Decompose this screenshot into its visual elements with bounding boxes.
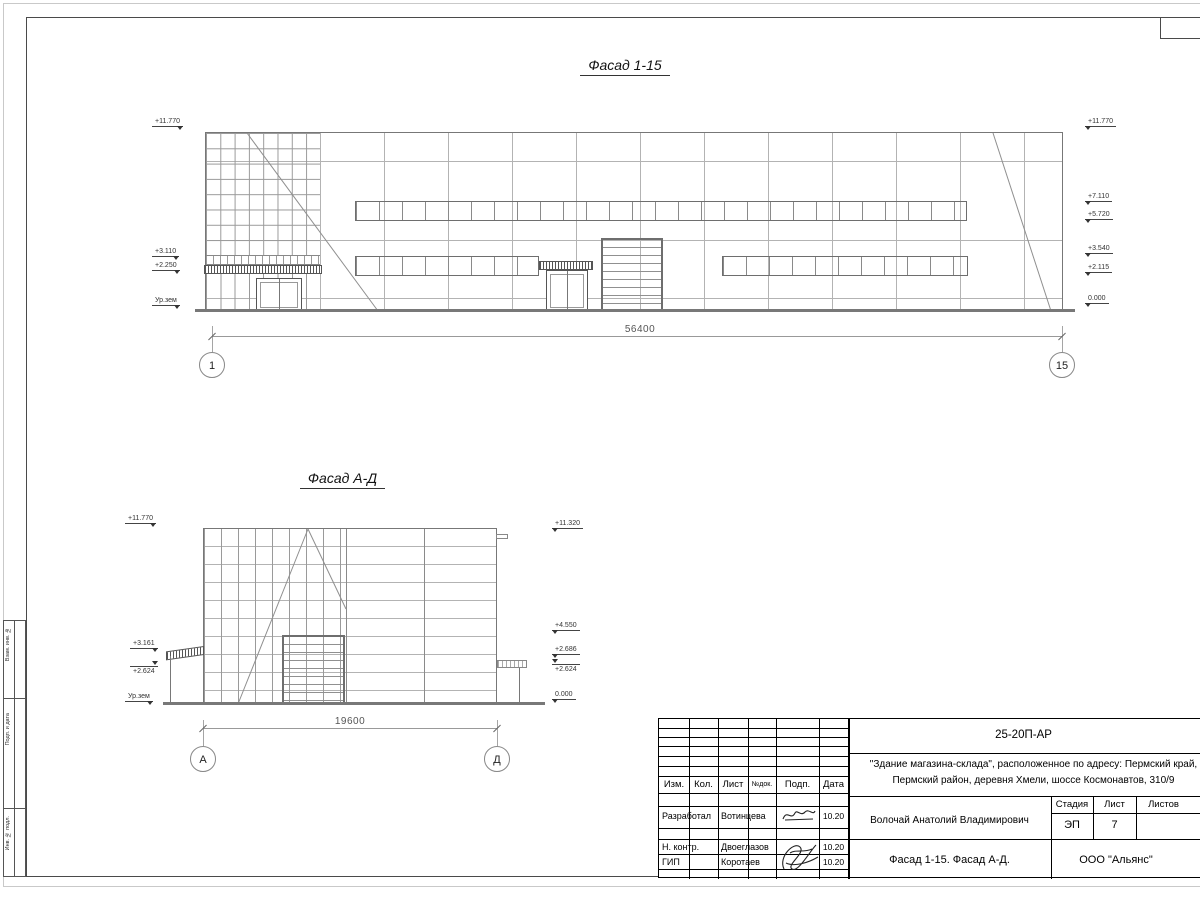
format-box: [1160, 17, 1200, 39]
signer-role: Разработал: [662, 811, 711, 821]
sheet-label: Лист: [1104, 799, 1125, 810]
elevation-triangle-icon: [552, 659, 558, 663]
elevation-triangle-icon: [1085, 272, 1091, 276]
signer-date: 10.20: [822, 811, 845, 821]
doc-code: 25-20П-АР: [995, 729, 1052, 741]
facade-1-15-view: [205, 132, 1063, 310]
elevation-mark: 0.000: [552, 691, 576, 700]
sheets-label: Листов: [1148, 799, 1179, 810]
elevation-triangle-icon: [1085, 303, 1091, 307]
axis-circle-1: 1: [199, 352, 225, 378]
elevation-mark: +5.720: [1085, 211, 1113, 220]
elevation-triangle-icon: [552, 654, 558, 658]
elevation-mark: +11.320: [552, 520, 583, 529]
col-list: Лист: [722, 779, 744, 790]
signature: [781, 807, 817, 823]
dimension-value: 19600: [334, 716, 366, 727]
signer-date: 10.20: [822, 857, 845, 867]
author-name: Волочай Анатолий Владимирович: [870, 815, 1029, 826]
signature: [778, 837, 820, 873]
elevation-mark: +2.686: [552, 646, 580, 655]
signer-role: ГИП: [662, 857, 680, 867]
col-data: Дата: [822, 779, 845, 790]
elevation-triangle-icon: [150, 523, 156, 527]
side-canopy-right: [497, 660, 527, 668]
side-stamp-label: Инв. № подл.: [5, 816, 11, 851]
col-kol: Кол.: [694, 779, 713, 790]
stage-value: ЭП: [1064, 819, 1080, 831]
elevation-triangle-icon: [552, 699, 558, 703]
elevation-mark: +3.540: [1085, 245, 1113, 254]
stage-label: Стадия: [1055, 799, 1089, 810]
signer-name: Двоеглазов: [721, 842, 769, 852]
elevation-mark: +2.624: [552, 664, 580, 673]
side-stamp-label: Взам. инв. №: [5, 627, 11, 662]
elevation-triangle-icon: [1085, 219, 1091, 223]
side-stamp: [3, 620, 26, 877]
facade-1-15-title: Фасад 1-15: [545, 57, 705, 73]
signer-name: Вотинцева: [721, 811, 766, 821]
elevation-triangle-icon: [1085, 126, 1091, 130]
elevation-triangle-icon: [552, 630, 558, 634]
col-izm: Изм.: [663, 779, 685, 790]
elevation-mark: 0.000: [1085, 295, 1109, 304]
elevation-mark: +2.250: [152, 262, 180, 271]
object-address-line2: Пермский район, деревня Хмели, шоссе Космонавтов, 310/9: [892, 775, 1175, 786]
object-address-line1: "Здание магазина-склада", расположенное по адресу: Пермский край,: [869, 759, 1198, 770]
axis-circle-a: А: [190, 746, 216, 772]
sheet-value: 7: [1111, 819, 1118, 831]
elevation-triangle-icon: [152, 648, 158, 652]
axis-circle-d: Д: [484, 746, 510, 772]
ground-line: [195, 309, 1075, 312]
elevation-mark: +11.770: [152, 118, 183, 127]
title-block: [658, 718, 1200, 878]
dimension-line: [212, 336, 1062, 337]
col-ndok: №док.: [751, 781, 773, 788]
elevation-mark: +2.624: [130, 666, 158, 675]
sheet-name: Фасад 1-15. Фасад А-Д.: [889, 854, 1010, 866]
elevation-triangle-icon: [1085, 253, 1091, 257]
elevation-triangle-icon: [177, 126, 183, 130]
facade-a-d-title: Фасад А-Д: [265, 470, 420, 486]
elevation-mark: +2.115: [1085, 264, 1112, 273]
dimension-value: 56400: [624, 324, 656, 335]
elevation-mark: Ур.зем: [152, 297, 180, 306]
signer-date: 10.20: [822, 842, 845, 852]
company-name: ООО "Альянс": [1079, 854, 1153, 866]
dimension-line: [203, 728, 497, 729]
ground-line: [163, 702, 545, 705]
facade-a-d-view: [203, 528, 497, 703]
axis-circle-15: 15: [1049, 352, 1075, 378]
elevation-triangle-icon: [552, 528, 558, 532]
col-podp: Подп.: [784, 779, 811, 790]
facade-diagonals: [204, 529, 498, 704]
elevation-triangle-icon: [173, 256, 179, 260]
elevation-mark: +11.770: [1085, 118, 1116, 127]
elevation-mark: +3.110: [152, 248, 179, 257]
elevation-mark: +4.550: [552, 622, 580, 631]
elevation-triangle-icon: [152, 661, 158, 665]
side-stamp-label: Подп. и дата: [5, 713, 11, 746]
elevation-mark: +7.110: [1085, 193, 1112, 202]
elevation-mark: +11.770: [125, 515, 156, 524]
facade-diagonals: [206, 133, 1064, 311]
elevation-mark: Ур.зем: [125, 693, 153, 702]
elevation-triangle-icon: [174, 270, 180, 274]
signer-role: Н. контр.: [662, 842, 700, 852]
elevation-triangle-icon: [1085, 201, 1091, 205]
elevation-triangle-icon: [174, 305, 180, 309]
side-stamp-divider: [14, 621, 15, 876]
signer-name: Коротаев: [721, 857, 760, 867]
elevation-triangle-icon: [147, 701, 153, 705]
elevation-mark: +3.161: [130, 640, 158, 649]
